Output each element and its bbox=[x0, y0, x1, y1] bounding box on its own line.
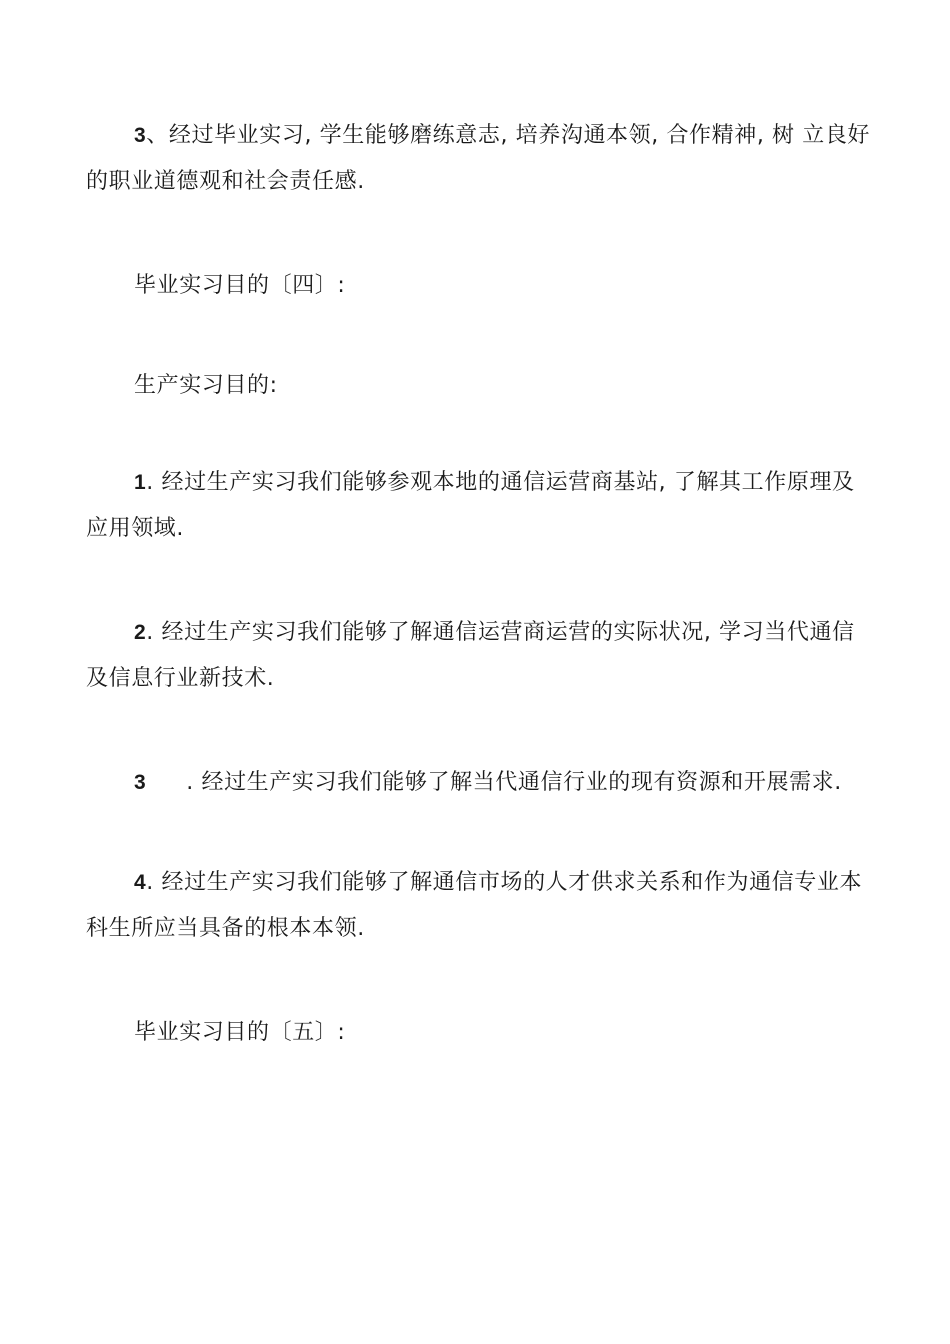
item-number: 4 bbox=[134, 871, 147, 894]
heading-text: 毕业实习目的〔五〕: bbox=[134, 1020, 346, 1045]
paragraph-item-3-training bbox=[86, 113, 872, 205]
subheading-production-practice bbox=[86, 363, 872, 409]
paragraph-text: 、经过毕业实习, 学生能够磨练意志, 培养沟通本领, 合作精神, 树 立良好的职业道德观和社会责任感. bbox=[86, 123, 871, 194]
item-number: 2 bbox=[134, 621, 147, 644]
paragraph-item-1 bbox=[86, 460, 872, 552]
heading-text: 生产实习目的: bbox=[134, 373, 278, 398]
paragraph-text: . 经过生产实习我们能够了解通信市场的人才供求关系和作为通信专业本科生所应当具备的根本本领. bbox=[86, 870, 863, 941]
paragraph-item-3 bbox=[86, 760, 872, 806]
section-heading-four bbox=[86, 263, 872, 309]
paragraph-text: . 经过生产实习我们能够了解通信运营商运营的实际状况, 学习当代通信及信息行业新技术. bbox=[86, 620, 855, 691]
heading-text: 毕业实习目的〔四〕: bbox=[134, 273, 346, 298]
paragraph-text: . 经过生产实习我们能够了解当代通信行业的现有资源和开展需求. bbox=[186, 770, 842, 795]
item-number: 3 bbox=[134, 771, 147, 794]
paragraph-item-4 bbox=[86, 860, 872, 952]
paragraph-text: . 经过生产实习我们能够参观本地的通信运营商基站, 了解其工作原理及应用领域. bbox=[86, 470, 855, 541]
item-number: 1 bbox=[134, 471, 147, 494]
item-number: 3 bbox=[134, 124, 147, 147]
section-heading-five bbox=[86, 1010, 872, 1056]
paragraph-item-2 bbox=[86, 610, 872, 702]
